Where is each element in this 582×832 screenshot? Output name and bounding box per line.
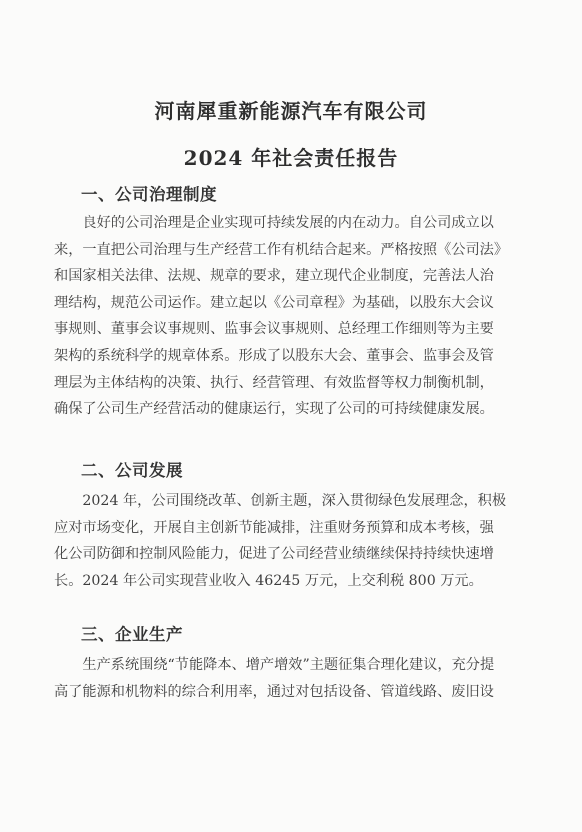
- document-subtitle: 2024 年社会责任报告: [183, 146, 399, 170]
- section-body-production: 生产系统围绕“节能降本、增产增效”主题征集合理化建议，充分提 高了能源和机物料的综合利用率，通过对包括设备、管道线路、废旧设: [54, 657, 495, 700]
- section-body-development: 2024 年，公司围绕改革、创新主题，深入贯彻绿色发展理念，积极 应对市场变化，开展自主创新节能减排，注重财务预算和成本考核，强 化公司防御和控制风险能力，促进了公司经营业绩继续保持持续快速增 长。2024 年公司实现营业收入 46245 万元，上交利税 800 万元。: [54, 493, 507, 589]
- section-heading-production: 三、企业生产: [81, 625, 183, 644]
- document-title: 河南犀重新能源汽车有限公司: [154, 99, 428, 123]
- section-body-governance: 良好的公司治理是企业实现可持续发展的内在动力。自公司成立以 来，一直把公司治理与生产经营工作有机结合起来。严格按照《公司法》 和国家相关法律、法规、规章的要求，建立现代企业制度，完善法人治 理结构，规范公司运作。建立起以《公司章程》为基础，以股东大会议 事规则、董事会议事规则、监事会议事规则、总经理工作细则等为主要 架构的系统科学的规章体系。形成了以股东大会、董事会、监事会及管 理层为主体结构的决策、执行、经营管理、有效监督等权力制衡机制， 确保了公司生产经营活动的健康运行，实现了公司的可持续健康发展。: [54, 215, 509, 418]
- section-heading-development: 二、公司发展: [81, 461, 183, 480]
- section-heading-governance: 一、公司治理制度: [81, 185, 217, 204]
